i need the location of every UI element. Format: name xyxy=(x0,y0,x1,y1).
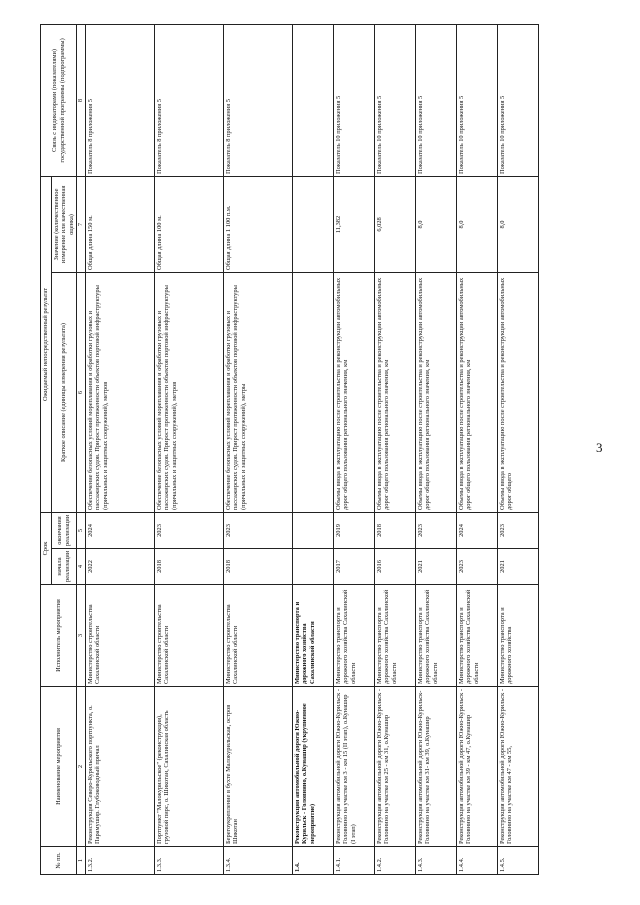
row-num: 1.4.2. xyxy=(374,847,415,875)
row-name: Реконструкция автомобильной дороги Южно-Курильск - Головнино на участке км 25 - км 31, о.Кунашир xyxy=(374,687,415,847)
row-desc: Объемы ввода в эксплуатацию после строительства и реконструкции автомобильных дорог общего пользования регионального значения, км xyxy=(415,272,456,512)
column-number: 4 xyxy=(77,549,86,585)
row-indicator: Показатель 8 приложения 5 xyxy=(85,24,154,176)
row-executor: Министерство транспорта и дорожного хозяйства xyxy=(497,585,538,687)
row-desc: Обеспечение безопасных условий мореплавания и обработки грузовых и пассажирских судов. Прирост протяженности объектов портовой инфраструктуры (причальных и защитных сооружений), метры xyxy=(223,272,292,512)
row-end: 2018 xyxy=(374,512,415,548)
header-result-value: Значение (количественное измерение или качественная оценка) xyxy=(51,176,77,272)
row-value: 11,382 xyxy=(333,176,374,272)
row-executor: Министерство строительства Сахалинской области xyxy=(154,585,223,687)
table-row xyxy=(456,24,497,874)
header-executor: Исполнитель мероприятия xyxy=(41,585,77,687)
table-row xyxy=(223,24,292,874)
row-desc: Объемы ввода в эксплуатацию после строительства и реконструкции автомобильных дорог общего пользования регионального значения, км xyxy=(374,272,415,512)
row-num: 1.4.3. xyxy=(415,847,456,875)
row-executor: Министерство транспорта и дорожного хозяйства Сахалинской области xyxy=(374,585,415,687)
column-number: 6 xyxy=(77,272,86,512)
row-num: 1.3.3. xyxy=(154,847,223,875)
table-row xyxy=(374,24,415,874)
activities-table xyxy=(40,24,539,875)
header-term-end: окончания реализации xyxy=(51,512,77,548)
row-end xyxy=(292,512,333,548)
row-indicator: Показатель 10 приложения 5 xyxy=(415,24,456,176)
row-end: 2023 xyxy=(223,512,292,548)
row-start: 2023 xyxy=(456,549,497,585)
row-name: Реконструкция Северо-Курильского портпункта, о. Парамушир. Глубоководный причал xyxy=(85,687,154,847)
row-start: 2017 xyxy=(333,549,374,585)
row-start: 2016 xyxy=(374,549,415,585)
row-value: Общая длина 1 100 п.м. xyxy=(223,176,292,272)
row-executor: Министерство строительства Сахалинской области xyxy=(85,585,154,687)
row-indicator: Показатель 10 приложения 5 xyxy=(497,24,538,176)
row-desc: Обеспечение безопасных условий мореплавания и обработки грузовых и пассажирских судов. Прирост протяженности объектов портовой инфраструктуры (причальных и защитных сооружений), метров xyxy=(85,272,154,512)
column-number: 3 xyxy=(77,585,86,687)
row-indicator: Показатель 10 приложения 5 xyxy=(374,24,415,176)
row-name: Реконструкция автомобильной дороги Южно-Курильск - Головнино на участке км 47 - км 55, xyxy=(497,687,538,847)
column-number-row xyxy=(77,24,86,874)
row-start: 2022 xyxy=(85,549,154,585)
rotated-page-content xyxy=(40,25,590,875)
row-indicator: Показатель 8 приложения 5 xyxy=(154,24,223,176)
row-executor: Министерство транспорта и дорожного хозяйства Сахалинской области xyxy=(292,585,333,687)
table-row xyxy=(154,24,223,874)
column-number: 7 xyxy=(77,176,86,272)
header-num: № пп. xyxy=(41,847,77,875)
row-name: Реконструкция автомобильной дороги Южно-Курильск - Головнино, о.Кунашир (укрупненное мероприятие) xyxy=(292,687,333,847)
row-name: Реконструкция автомобильной дороги Южно-Курильск - Головнино на участке км 3 - км 15 (II этап), о.Кунашир (I этап) xyxy=(333,687,374,847)
row-executor: Министерство транспорта и дорожного хозяйства Сахалинской области xyxy=(415,585,456,687)
row-indicator xyxy=(292,24,333,176)
row-value: Общая длина 150 м. xyxy=(85,176,154,272)
row-desc xyxy=(292,272,333,512)
row-start: 2021 xyxy=(497,549,538,585)
row-start: 2021 xyxy=(415,549,456,585)
column-number: 2 xyxy=(77,687,86,847)
header-name: Наименование мероприятия xyxy=(41,687,77,847)
row-num: 1.3.2. xyxy=(85,847,154,875)
header-term-group: Срок xyxy=(41,512,52,584)
row-indicator: Показатель 8 приложения 5 xyxy=(223,24,292,176)
row-name: Портпункт "Малокурильское" (реконструкция), грузовой пирс, о. Шикотан, Сахалинская область xyxy=(154,687,223,847)
row-end: 2019 xyxy=(333,512,374,548)
row-end: 2023 xyxy=(497,512,538,548)
row-name: Реконструкция автомобильной дороги Южно-Курильск-Головнино на участке км 31- км 39, о.Кунашир xyxy=(415,687,456,847)
row-desc: Объемы ввода в эксплуатацию после строительства и реконструкции автомобильных дорог общего пользования регионального значения, км xyxy=(456,272,497,512)
row-value: 6,028 xyxy=(374,176,415,272)
row-start: 2018 xyxy=(223,549,292,585)
row-indicator: Показатель 10 приложения 5 xyxy=(333,24,374,176)
table-row xyxy=(333,24,374,874)
row-num: 1.3.4. xyxy=(223,847,292,875)
row-executor: Министерство транспорта и дорожного хозяйства Сахалинской области xyxy=(456,585,497,687)
row-value: Общая длина 100 м. xyxy=(154,176,223,272)
row-indicator: Показатель 10 приложения 5 xyxy=(456,24,497,176)
header-indicator: Связь с индикаторами (показателями) государственной программы (подпрограммы) xyxy=(41,24,77,176)
header-term-start: начала реализации xyxy=(51,549,77,585)
row-end: 2023 xyxy=(154,512,223,548)
row-value xyxy=(292,176,333,272)
table-row-group xyxy=(292,24,333,874)
row-num: 1.4.1. xyxy=(333,847,374,875)
header-result-desc: Краткое описание (единицы измерения результата) xyxy=(51,272,77,512)
column-number: 8 xyxy=(77,24,86,176)
column-number: 5 xyxy=(77,512,86,548)
row-start xyxy=(292,549,333,585)
row-end: 2024 xyxy=(456,512,497,548)
table-row xyxy=(415,24,456,874)
row-value: 8,0 xyxy=(497,176,538,272)
row-desc: Объемы ввода в эксплуатацию после строительства и реконструкции автомобильных дорог общего пользования регионального значения, км xyxy=(333,272,374,512)
table-row xyxy=(497,24,538,874)
column-number: 1 xyxy=(77,847,86,875)
row-num: 1.4.4. xyxy=(456,847,497,875)
row-end: 2024 xyxy=(85,512,154,548)
row-executor: Министерство строительства Сахалинской области xyxy=(223,585,292,687)
row-end: 2023 xyxy=(415,512,456,548)
row-value: 8,0 xyxy=(456,176,497,272)
row-num: 1.4.5. xyxy=(497,847,538,875)
table-row xyxy=(85,24,154,874)
row-name: Берегоукрепление в бухте Малокурильская, остров Шикотан xyxy=(223,687,292,847)
page-number: 3 xyxy=(596,440,603,455)
row-executor: Министерство транспорта и дорожного хозяйства Сахалинской области xyxy=(333,585,374,687)
row-desc: Обеспечение безопасных условий мореплавания и обработки грузовых и пассажирских судов. Прирост протяженности объектов портовой инфраструктуры (причальных и защитных сооружений), метров xyxy=(154,272,223,512)
row-start: 2018 xyxy=(154,549,223,585)
header-result-group: Ожидаемый непосредственный результат xyxy=(41,176,52,512)
row-desc: Объемы ввода в эксплуатацию после строительства и реконструкции автомобильных дорог общего xyxy=(497,272,538,512)
row-num: 1.4. xyxy=(292,847,333,875)
row-value: 8,0 xyxy=(415,176,456,272)
row-name: Реконструкция автомобильной дороги Южно-Курильск - Головнино на участке км 39 - км 47, о.Кунашир xyxy=(456,687,497,847)
table-header-row xyxy=(41,24,52,874)
